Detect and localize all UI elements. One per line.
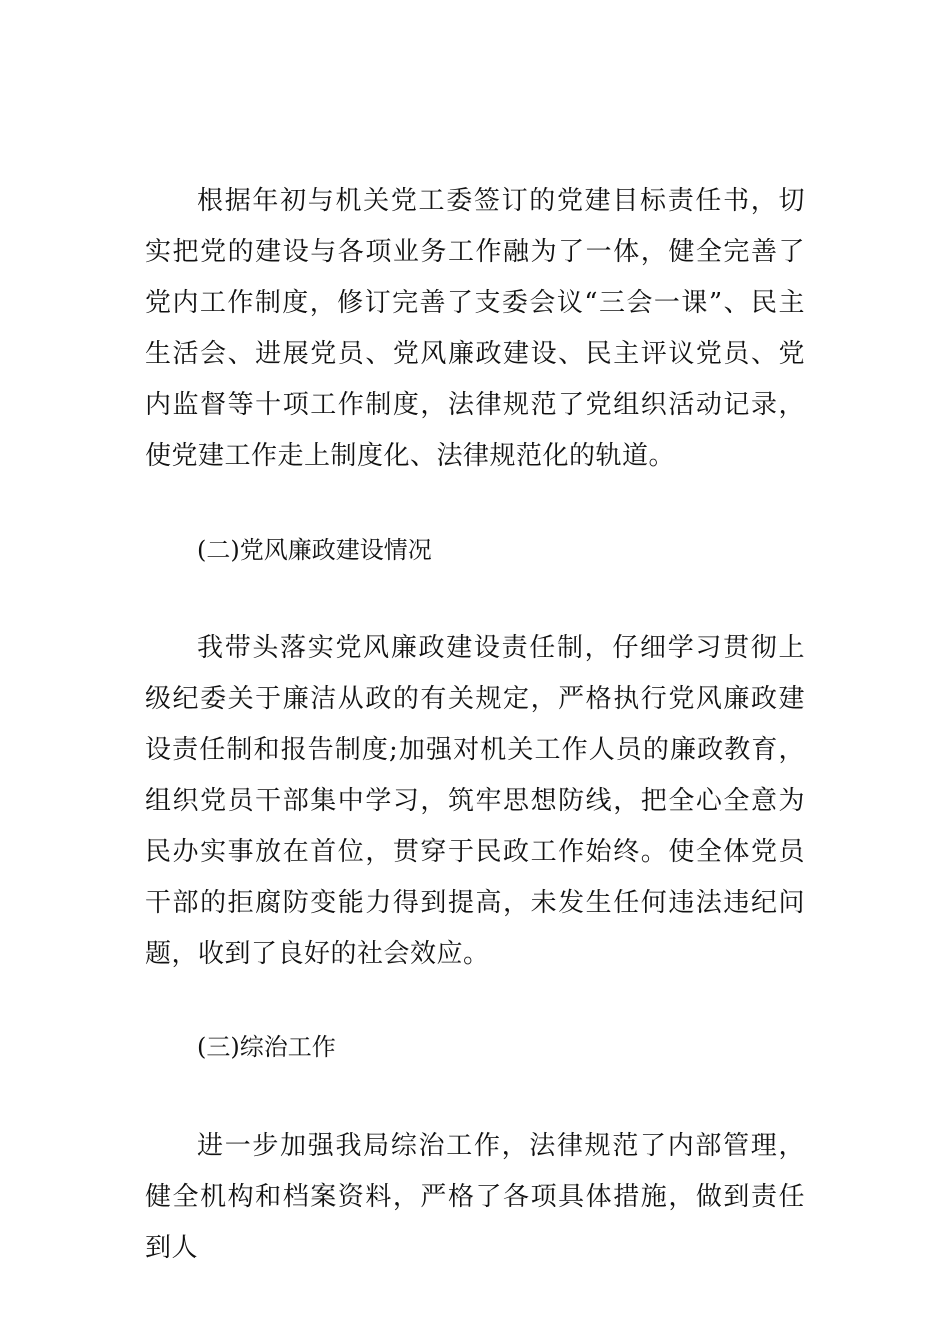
paragraph-comprehensive-governance: 进一步加强我局综治工作，法律规范了内部管理，健全机构和档案资料，严格了各项具体措施，做到责任到人 bbox=[145, 1131, 805, 1263]
paragraph-party-building: 根据年初与机关党工委签订的党建目标责任书，切实把党的建设与各项业务工作融为了一体，健全完善了党内工作制度，修订完善了支委会议“三会一课”、民主生活会、进展党员、党风廉政建设、民主评议党员、党内监督等十项工作制度，法律规范了党组织活动记录，使党建工作走上制度化、法律规范化的轨道。 bbox=[145, 186, 805, 471]
paragraph-integrity: 我带头落实党风廉政建设责任制，仔细学习贯彻上级纪委关于廉洁从政的有关规定，严格执行党风廉政建设责任制和报告制度;加强对机关工作人员的廉政教育，组织党员干部集中学习，筑牢思想防线，把全心全意为民办实事放在首位，贯穿于民政工作始终。使全体党员干部的拒腐防变能力得到提高，未发生任何违法违纪问题，收到了良好的社会效应。 bbox=[145, 633, 805, 969]
section-heading-comprehensive-governance: (三)综治工作 bbox=[197, 1033, 336, 1061]
section-heading-integrity: (二)党风廉政建设情况 bbox=[197, 536, 432, 564]
